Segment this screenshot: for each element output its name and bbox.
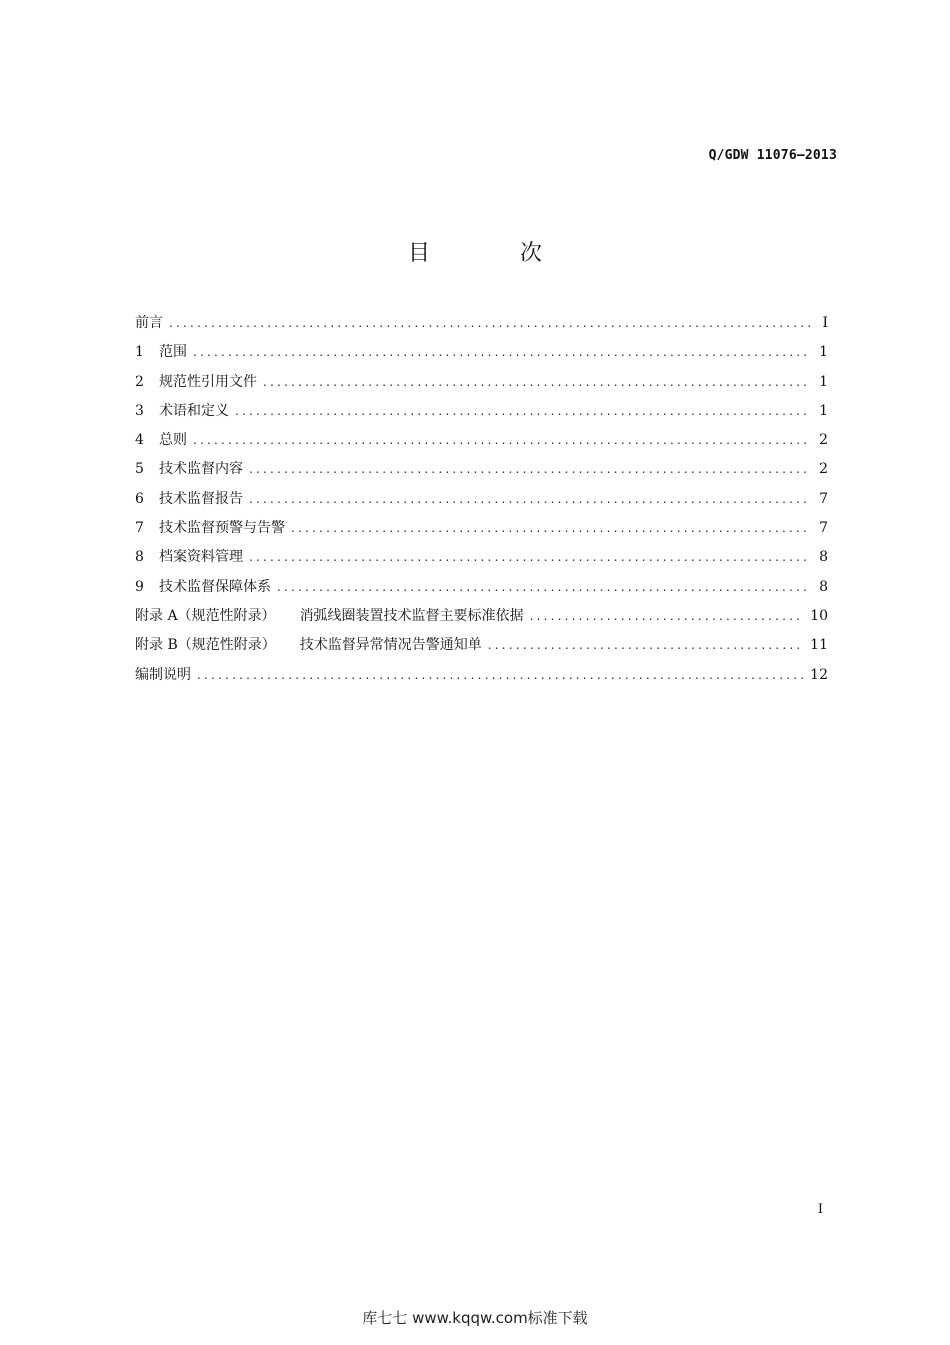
toc-entry-3[interactable]: [135, 397, 828, 426]
toc-leader-dots: [291, 514, 810, 543]
toc-title-char-1: 目: [407, 241, 430, 266]
toc-leader-dots: [263, 368, 810, 397]
toc-entry-number: 4: [135, 432, 144, 449]
table-of-contents: [135, 309, 828, 690]
toc-entry-label: 档案资料管理: [159, 549, 243, 566]
toc-entry-number: 6: [135, 490, 144, 507]
footer-watermark: 库七七 www.kqqw.com标准下载: [362, 1309, 588, 1327]
toc-entry-5[interactable]: [135, 455, 828, 484]
toc-entry-page: 7: [819, 490, 828, 507]
toc-entry-label: 编制说明: [135, 666, 191, 683]
toc-entry-number: 1: [135, 344, 144, 361]
toc-entry-page: 1: [819, 402, 828, 419]
toc-entry-label: 技术监督异常情况告警通知单: [299, 637, 482, 654]
toc-entry-page: I: [822, 315, 828, 331]
toc-leader-dots: [193, 338, 810, 367]
toc-appendix-prefix: 附录 A（规范性附录）: [135, 607, 276, 624]
toc-entry-4[interactable]: [135, 426, 828, 455]
toc-leader-dots: [530, 602, 805, 631]
toc-leader-dots: [169, 309, 810, 338]
toc-leader-dots: [235, 397, 810, 426]
toc-leader-dots: [193, 426, 810, 455]
toc-leader-dots: [197, 661, 804, 690]
toc-entry-number: 3: [135, 402, 144, 419]
toc-entry-page: 10: [810, 607, 828, 624]
toc-entry-label: 前言: [135, 315, 163, 331]
toc-entry-page: 2: [819, 461, 828, 478]
toc-entry-label: 技术监督保障体系: [159, 578, 271, 595]
toc-entry-label: 总则: [159, 432, 187, 449]
toc-entry-page: 2: [819, 432, 828, 449]
toc-entry-8[interactable]: [135, 543, 828, 572]
toc-title: [0, 236, 950, 267]
page-number: I: [817, 1202, 823, 1217]
toc-leader-dots: [249, 455, 810, 484]
toc-entry-6[interactable]: [135, 485, 828, 514]
toc-leader-dots: [249, 485, 810, 514]
toc-entry-appendix-a[interactable]: [135, 602, 828, 631]
toc-entry-page: 8: [819, 578, 828, 595]
toc-entry-number: 5: [135, 461, 144, 478]
toc-appendix-prefix: 附录 B（规范性附录）: [135, 637, 276, 654]
toc-entry-label: 规范性引用文件: [159, 373, 257, 390]
toc-leader-dots: [249, 543, 810, 572]
toc-leader-dots: [277, 573, 810, 602]
toc-entry-foreword[interactable]: [135, 309, 828, 338]
toc-entry-page: 1: [819, 373, 828, 390]
toc-entry-number: 2: [135, 373, 144, 390]
toc-title-char-2: 次: [520, 241, 543, 266]
toc-entry-label: 技术监督预警与告警: [159, 520, 285, 537]
toc-entry-label: 消弧线圈装置技术监督主要标准依据: [299, 607, 524, 624]
toc-entry-9[interactable]: [135, 573, 828, 602]
toc-entry-explanation[interactable]: [135, 661, 828, 690]
toc-entry-appendix-b[interactable]: [135, 631, 828, 660]
toc-entry-label: 术语和定义: [159, 402, 229, 419]
document-code: Q/GDW 11076—2013: [708, 148, 837, 163]
toc-entry-1[interactable]: [135, 338, 828, 367]
toc-leader-dots: [488, 631, 804, 660]
toc-entry-label: 范围: [159, 344, 187, 361]
toc-entry-number: 8: [135, 549, 144, 566]
toc-entry-page: 8: [819, 549, 828, 566]
toc-entry-2[interactable]: [135, 368, 828, 397]
toc-entry-page: 11: [810, 637, 828, 654]
toc-entry-number: 9: [135, 578, 144, 595]
toc-entry-page: 1: [819, 344, 828, 361]
toc-entry-label: 技术监督内容: [159, 461, 243, 478]
toc-entry-label: 技术监督报告: [159, 490, 243, 507]
toc-entry-page: 7: [819, 520, 828, 537]
toc-entry-number: 7: [135, 520, 144, 537]
toc-entry-page: 12: [810, 666, 828, 683]
toc-entry-7[interactable]: [135, 514, 828, 543]
